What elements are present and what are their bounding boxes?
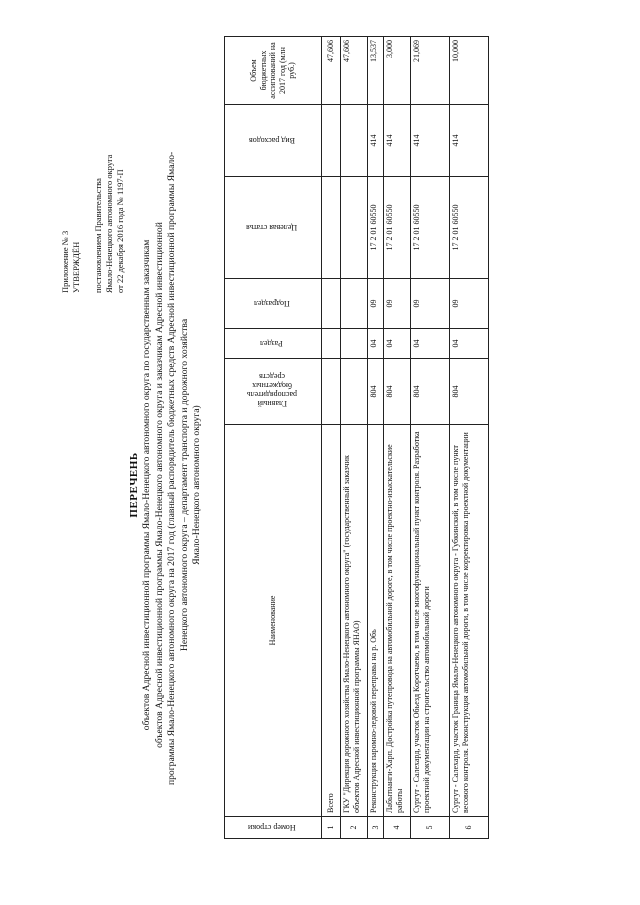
row-expense: 414	[411, 105, 450, 177]
row-name: ГКУ "Дирекция дорожного хозяйства Ямало-Ненецкого автономного округа" (государственный заказчик объектов Адресной инвестиционной программы ЯНАО)	[341, 425, 368, 817]
row-number: 2	[341, 817, 368, 839]
title-line-5: Ямало-Ненецкого автономного округа)	[191, 405, 203, 565]
row-number: 3	[368, 817, 384, 839]
row-volume: 47,606	[322, 37, 341, 105]
row-subsection: 09	[450, 279, 489, 329]
row-name: Сургут - Салехард, участок Граница Ямало-Ненецкого автономного округа - Губкинский, в том числе пункт весового контроля. Реконструкция автомобильной дороги, в том числе корректировка проектной документации	[450, 425, 489, 817]
table-header-row	[225, 37, 322, 839]
row-target: 17 2 01 60550	[384, 177, 411, 279]
row-manager: 804	[411, 359, 450, 425]
row-section: 04	[450, 329, 489, 359]
objects-table	[224, 36, 489, 839]
row-expense: 414	[450, 105, 489, 177]
table-row	[384, 37, 411, 839]
header-target: Целевая статья	[225, 177, 322, 279]
header-name: Наименование	[225, 425, 322, 817]
row-subsection: 09	[384, 279, 411, 329]
row-volume: 47,606	[341, 37, 368, 105]
title-line-1: объектов Адресной инвестиционной программы Ямало-Ненецкого автономного округа по государственным заказчикам	[141, 239, 153, 731]
row-name: Всего	[322, 425, 341, 817]
title-line-2: объектов Адресной инвестиционной программы Ямало-Ненецкого автономного округа и заказчикам Адресной инвестиционной	[153, 222, 165, 748]
row-subsection	[341, 279, 368, 329]
row-expense: 414	[384, 105, 411, 177]
row-section	[341, 329, 368, 359]
row-target	[341, 177, 368, 279]
row-number: 5	[411, 817, 450, 839]
row-manager: 804	[368, 359, 384, 425]
header-manager: Главный распорядитель бюджетных средств	[225, 359, 322, 425]
row-expense	[341, 105, 368, 177]
table-row	[341, 37, 368, 839]
row-name: Реконструкция паромно-ледовой переправы на р. Обь	[368, 425, 384, 817]
table-row	[368, 37, 384, 839]
row-manager: 804	[384, 359, 411, 425]
row-name: Лабытнанги-Харп. Достройка путепровода на автомобильной дороге, в том числе проектно-изыскательские работы	[384, 425, 411, 817]
table-row	[450, 37, 489, 839]
row-number: 6	[450, 817, 489, 839]
row-volume: 21,069	[411, 37, 450, 105]
decree-line-2: Ямало-Ненецкого автономного округа	[104, 154, 114, 293]
header-volume: Объем бюджетных ассигнований на 2017 год (млн руб.)	[225, 37, 322, 105]
row-subsection: 09	[411, 279, 450, 329]
row-target: 17 2 01 60550	[450, 177, 489, 279]
row-section: 04	[384, 329, 411, 359]
table-row	[322, 37, 341, 839]
row-name: Сургут - Салехард, участок Обьезд Коротчаево, в том числе многофункциональный пункт контроля. Разработка проектной документации на строительство автомобильной дороги	[411, 425, 450, 817]
appendix-label: Приложение № 3	[60, 230, 70, 293]
row-subsection	[322, 279, 341, 329]
row-manager	[341, 359, 368, 425]
row-number: 1	[322, 817, 341, 839]
table-row	[411, 37, 450, 839]
row-expense	[322, 105, 341, 177]
row-section: 04	[411, 329, 450, 359]
title-heading: ПЕРЕЧЕНЬ	[128, 452, 140, 518]
row-expense: 414	[368, 105, 384, 177]
header-subsection: Подраздел	[225, 279, 322, 329]
header-row-number: Номер строки	[225, 817, 322, 839]
row-target	[322, 177, 341, 279]
row-section: 04	[368, 329, 384, 359]
row-manager: 804	[450, 359, 489, 425]
row-subsection: 09	[368, 279, 384, 329]
title-line-3: программы Ямало-Ненецкого автономного округа на 2017 год (главный распорядитель бюджетных средств Адресной инвестиционной программы Ямало-	[166, 151, 178, 785]
approval-stamp	[60, 23, 126, 293]
row-volume: 3,000	[384, 37, 411, 105]
header-section: Раздел	[225, 329, 322, 359]
row-volume: 10,000	[450, 37, 489, 105]
decree-line-3: от 22 декабря 2016 года № 1197-П	[115, 169, 125, 293]
approved-label: УТВЕРЖДЁН	[71, 241, 81, 293]
row-target: 17 2 01 60550	[411, 177, 450, 279]
document-title	[128, 151, 203, 785]
title-line-4: Ненецкого автономного округа – департамент транспорта и дорожного хозяйства	[178, 318, 190, 652]
row-volume: 13,537	[368, 37, 384, 105]
row-section	[322, 329, 341, 359]
row-number: 4	[384, 817, 411, 839]
row-target: 17 2 01 60550	[368, 177, 384, 279]
row-manager	[322, 359, 341, 425]
decree-line-1: постановлением Правительства	[93, 178, 103, 293]
header-expense: Вид расходов	[225, 105, 322, 177]
